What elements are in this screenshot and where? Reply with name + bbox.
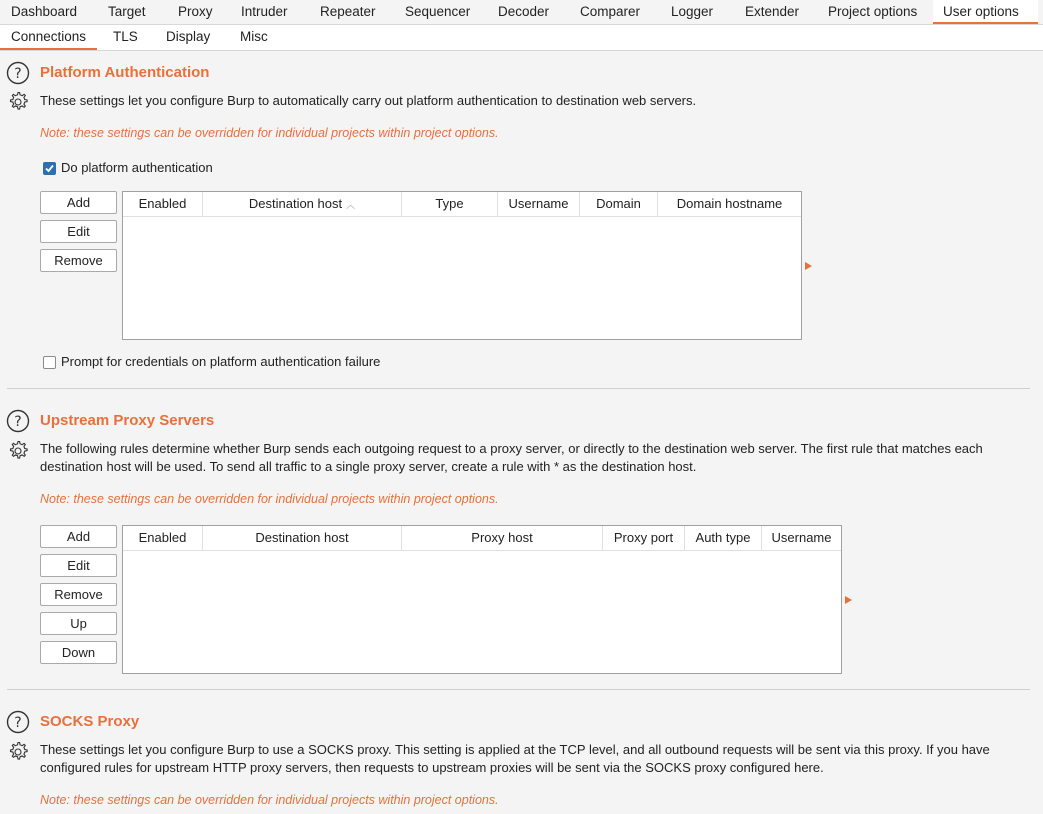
- column-header-enabled[interactable]: Enabled: [123, 192, 203, 216]
- gear-icon[interactable]: [6, 90, 30, 114]
- table-header: [123, 192, 801, 217]
- upstream-proxy-add-button[interactable]: Add: [40, 525, 117, 548]
- column-header-username[interactable]: Username: [771, 530, 832, 545]
- prompt-credentials-checkbox[interactable]: [43, 356, 56, 369]
- column-header-username[interactable]: Username: [498, 192, 580, 216]
- upstream-proxy-up-button[interactable]: Up: [40, 612, 117, 635]
- help-icon[interactable]: [6, 710, 30, 734]
- column-header-destination-host[interactable]: [203, 192, 402, 216]
- tab-sequencer[interactable]: Sequencer: [405, 4, 471, 19]
- column-header-enabled[interactable]: Enabled: [123, 526, 203, 550]
- svg-text:?: ?: [14, 66, 22, 82]
- upstream-proxy-description: The following rules determine whether Burp sends each outgoing request to a proxy server, or directly to the destination web server. The first rule that matches each destination host will be used. To send all traffic to a single proxy server, create a rule with * as the destination host.: [40, 441, 983, 474]
- upstream-proxy-down-button[interactable]: Down: [40, 641, 117, 664]
- section-divider: [7, 689, 1030, 690]
- tab-dashboard[interactable]: Dashboard: [11, 4, 78, 19]
- column-header-destination-host[interactable]: Destination host: [203, 526, 402, 550]
- upstream-proxy-title: Upstream Proxy Servers: [40, 412, 215, 429]
- tab-user-options[interactable]: User options: [933, 0, 1038, 24]
- tab-logger[interactable]: Logger: [671, 4, 714, 19]
- column-header-type[interactable]: Type: [402, 192, 498, 216]
- sort-ascending-icon: ︿: [346, 200, 356, 210]
- checkmark-icon: [44, 163, 55, 174]
- tab-target[interactable]: Target: [108, 4, 146, 19]
- tab-comparer[interactable]: Comparer: [580, 4, 641, 19]
- column-header-proxy-port[interactable]: Proxy port: [603, 526, 685, 550]
- platform-auth-table[interactable]: [122, 191, 802, 340]
- tab-decoder[interactable]: Decoder: [498, 4, 550, 19]
- top-tab-bar: [0, 0, 1043, 25]
- tab-proxy[interactable]: Proxy: [178, 4, 213, 19]
- upstream-proxy-edit-button[interactable]: Edit: [40, 554, 117, 577]
- platform-auth-add-button[interactable]: Add: [40, 191, 117, 214]
- sub-tab-bar: [0, 25, 1043, 51]
- socks-proxy-description: These settings let you configure Burp to use a SOCKS proxy. This setting is applied at the TCP level, and all outbound requests will be sent via this proxy. If you have configured rules for upstream HTTP proxy servers, then requests to upstream proxies will be sent via the SOCKS proxy configured here.: [40, 742, 990, 775]
- platform-auth-remove-button[interactable]: Remove: [40, 249, 117, 272]
- gear-icon[interactable]: [6, 439, 30, 463]
- prompt-credentials-label: Prompt for credentials on platform authentication failure: [61, 354, 381, 369]
- tab-display[interactable]: Display: [166, 29, 211, 44]
- column-header-auth-type[interactable]: Auth type: [685, 526, 762, 550]
- tab-intruder[interactable]: Intruder: [241, 4, 288, 19]
- tab-tls[interactable]: TLS: [113, 29, 138, 44]
- tab-repeater[interactable]: Repeater: [320, 4, 376, 19]
- gear-icon[interactable]: [6, 740, 30, 764]
- column-header-domain[interactable]: Domain: [580, 192, 658, 216]
- column-header-domain-hostname[interactable]: Domain hostname: [676, 196, 783, 211]
- section-divider: [7, 388, 1030, 389]
- svg-text:?: ?: [14, 414, 22, 430]
- column-header-proxy-host[interactable]: Proxy host: [402, 526, 603, 550]
- svg-text:?: ?: [14, 715, 22, 731]
- socks-proxy-title: SOCKS Proxy: [40, 713, 140, 730]
- upstream-proxy-table[interactable]: [122, 525, 842, 674]
- tab-misc[interactable]: Misc: [240, 29, 268, 44]
- tab-extender[interactable]: Extender: [745, 4, 800, 19]
- socks-proxy-note: Note: these settings can be overridden for individual projects within project options.: [40, 793, 499, 807]
- tab-project-options[interactable]: Project options: [828, 4, 918, 19]
- platform-auth-checkbox[interactable]: [43, 162, 56, 175]
- platform-auth-note: Note: these settings can be overridden for individual projects within project options.: [40, 126, 499, 140]
- expand-arrow-icon[interactable]: [805, 262, 812, 270]
- tab-connections[interactable]: Connections: [0, 25, 97, 50]
- platform-auth-checkbox-label: Do platform authentication: [61, 160, 213, 175]
- expand-arrow-icon[interactable]: [845, 596, 852, 604]
- upstream-proxy-remove-button[interactable]: Remove: [40, 583, 117, 606]
- help-icon[interactable]: [6, 409, 30, 433]
- platform-auth-description: These settings let you configure Burp to automatically carry out platform authentication to destination web servers.: [40, 93, 697, 108]
- help-icon[interactable]: [6, 61, 30, 85]
- platform-auth-title: Platform Authentication: [40, 64, 210, 81]
- platform-auth-edit-button[interactable]: Edit: [40, 220, 117, 243]
- upstream-proxy-note: Note: these settings can be overridden for individual projects within project options.: [40, 492, 499, 506]
- column-header-label: Destination host: [248, 196, 343, 211]
- table-header: [123, 526, 841, 551]
